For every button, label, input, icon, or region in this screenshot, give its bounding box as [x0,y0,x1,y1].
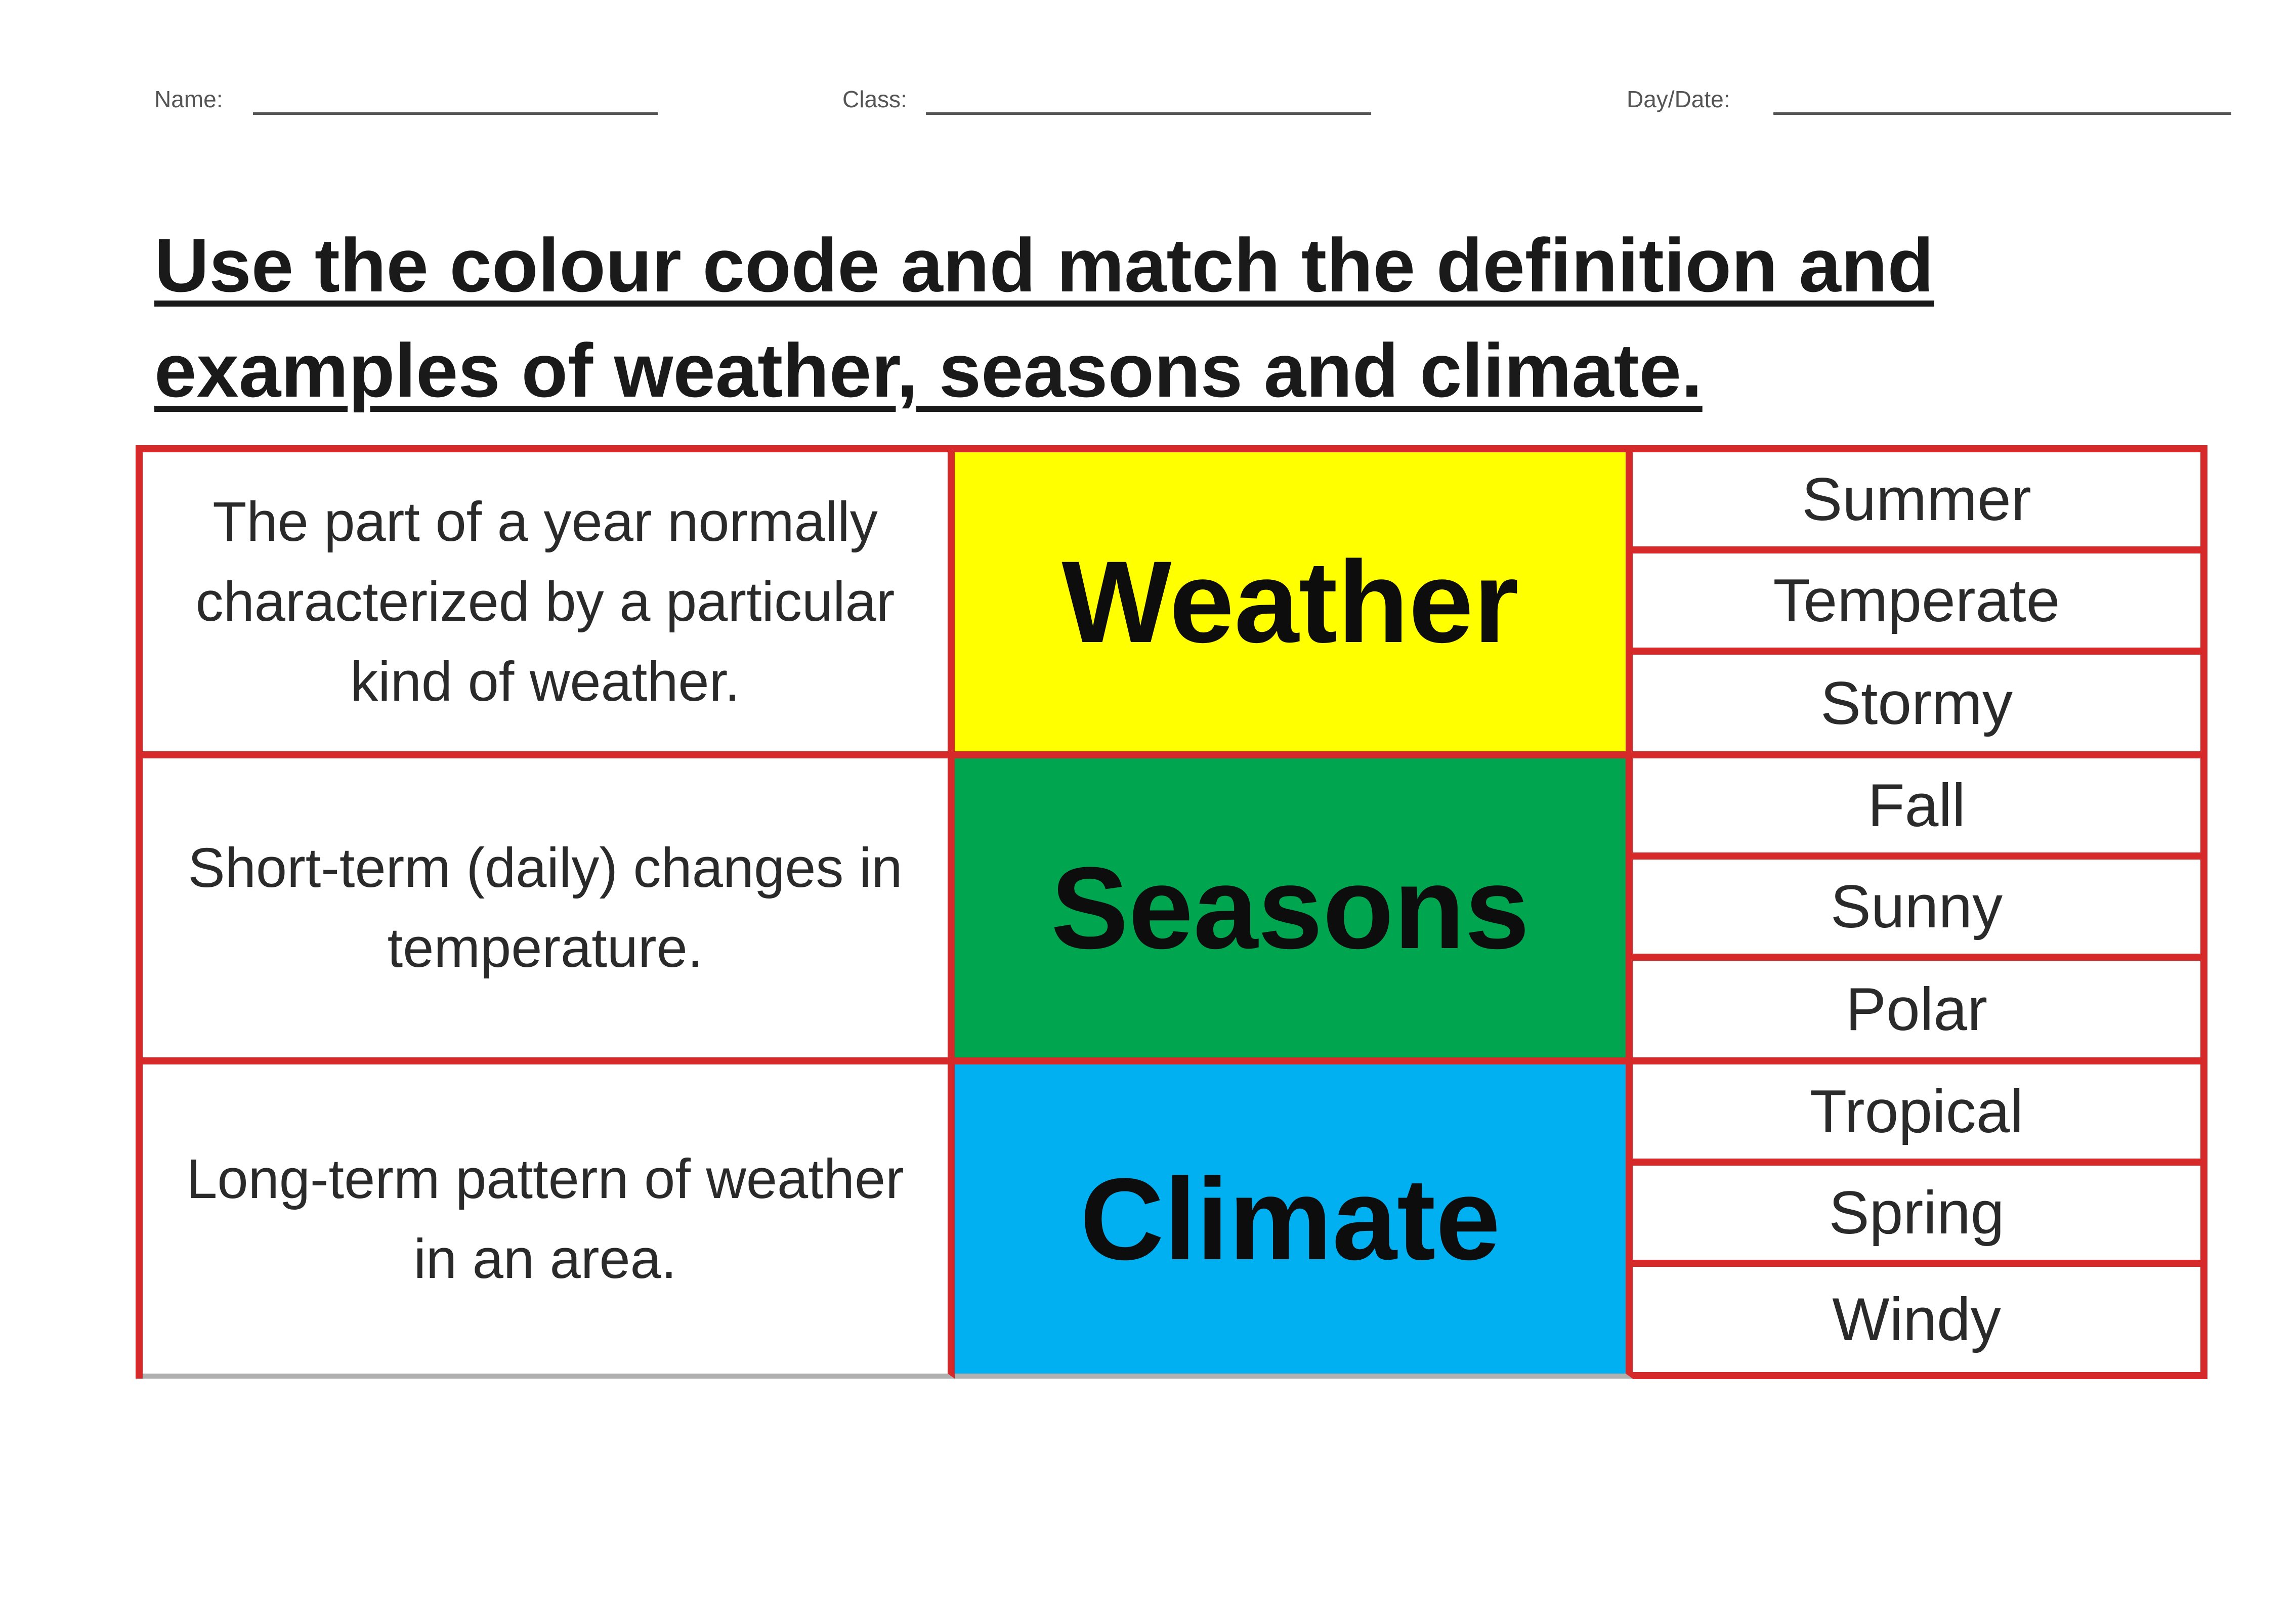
example-cell[interactable]: Polar [1633,961,2207,1064]
definition-cell[interactable]: Long-term pattern of weather in an area. [143,1064,955,1379]
example-cell[interactable]: Spring [1633,1166,2207,1267]
name-line[interactable] [253,112,658,115]
day-date-label: Day/Date: [1627,86,1730,112]
example-cell[interactable]: Temperate [1633,553,2207,655]
definitions-column [143,452,955,1379]
definition-cell[interactable]: Short-term (daily) changes in temperature. [143,758,955,1064]
category-seasons[interactable]: Seasons [955,758,1633,1064]
category-climate[interactable]: Climate [955,1064,1633,1379]
examples-column [1633,452,2207,1379]
class-line[interactable] [926,112,1371,115]
day-date-field[interactable] [1627,78,2234,119]
class-label: Class: [842,86,907,112]
class-field[interactable] [842,78,1374,119]
categories-column [955,452,1633,1379]
definition-cell[interactable]: The part of a year normally characterized by a particular kind of weather. [143,452,955,758]
example-cell[interactable]: Summer [1633,452,2207,553]
example-cell[interactable]: Fall [1633,758,2207,860]
name-field[interactable] [154,78,660,119]
example-cell[interactable]: Stormy [1633,655,2207,758]
example-cell[interactable]: Tropical [1633,1064,2207,1166]
example-cell[interactable]: Sunny [1633,860,2207,961]
category-weather[interactable]: Weather [955,452,1633,758]
example-cell[interactable]: Windy [1633,1267,2207,1379]
matching-table [136,445,2207,1379]
name-label: Name: [154,86,223,112]
instruction-heading: Use the colour code and match the definition and examples of weather, seasons and climate. [154,223,1934,413]
day-date-line[interactable] [1773,112,2231,115]
